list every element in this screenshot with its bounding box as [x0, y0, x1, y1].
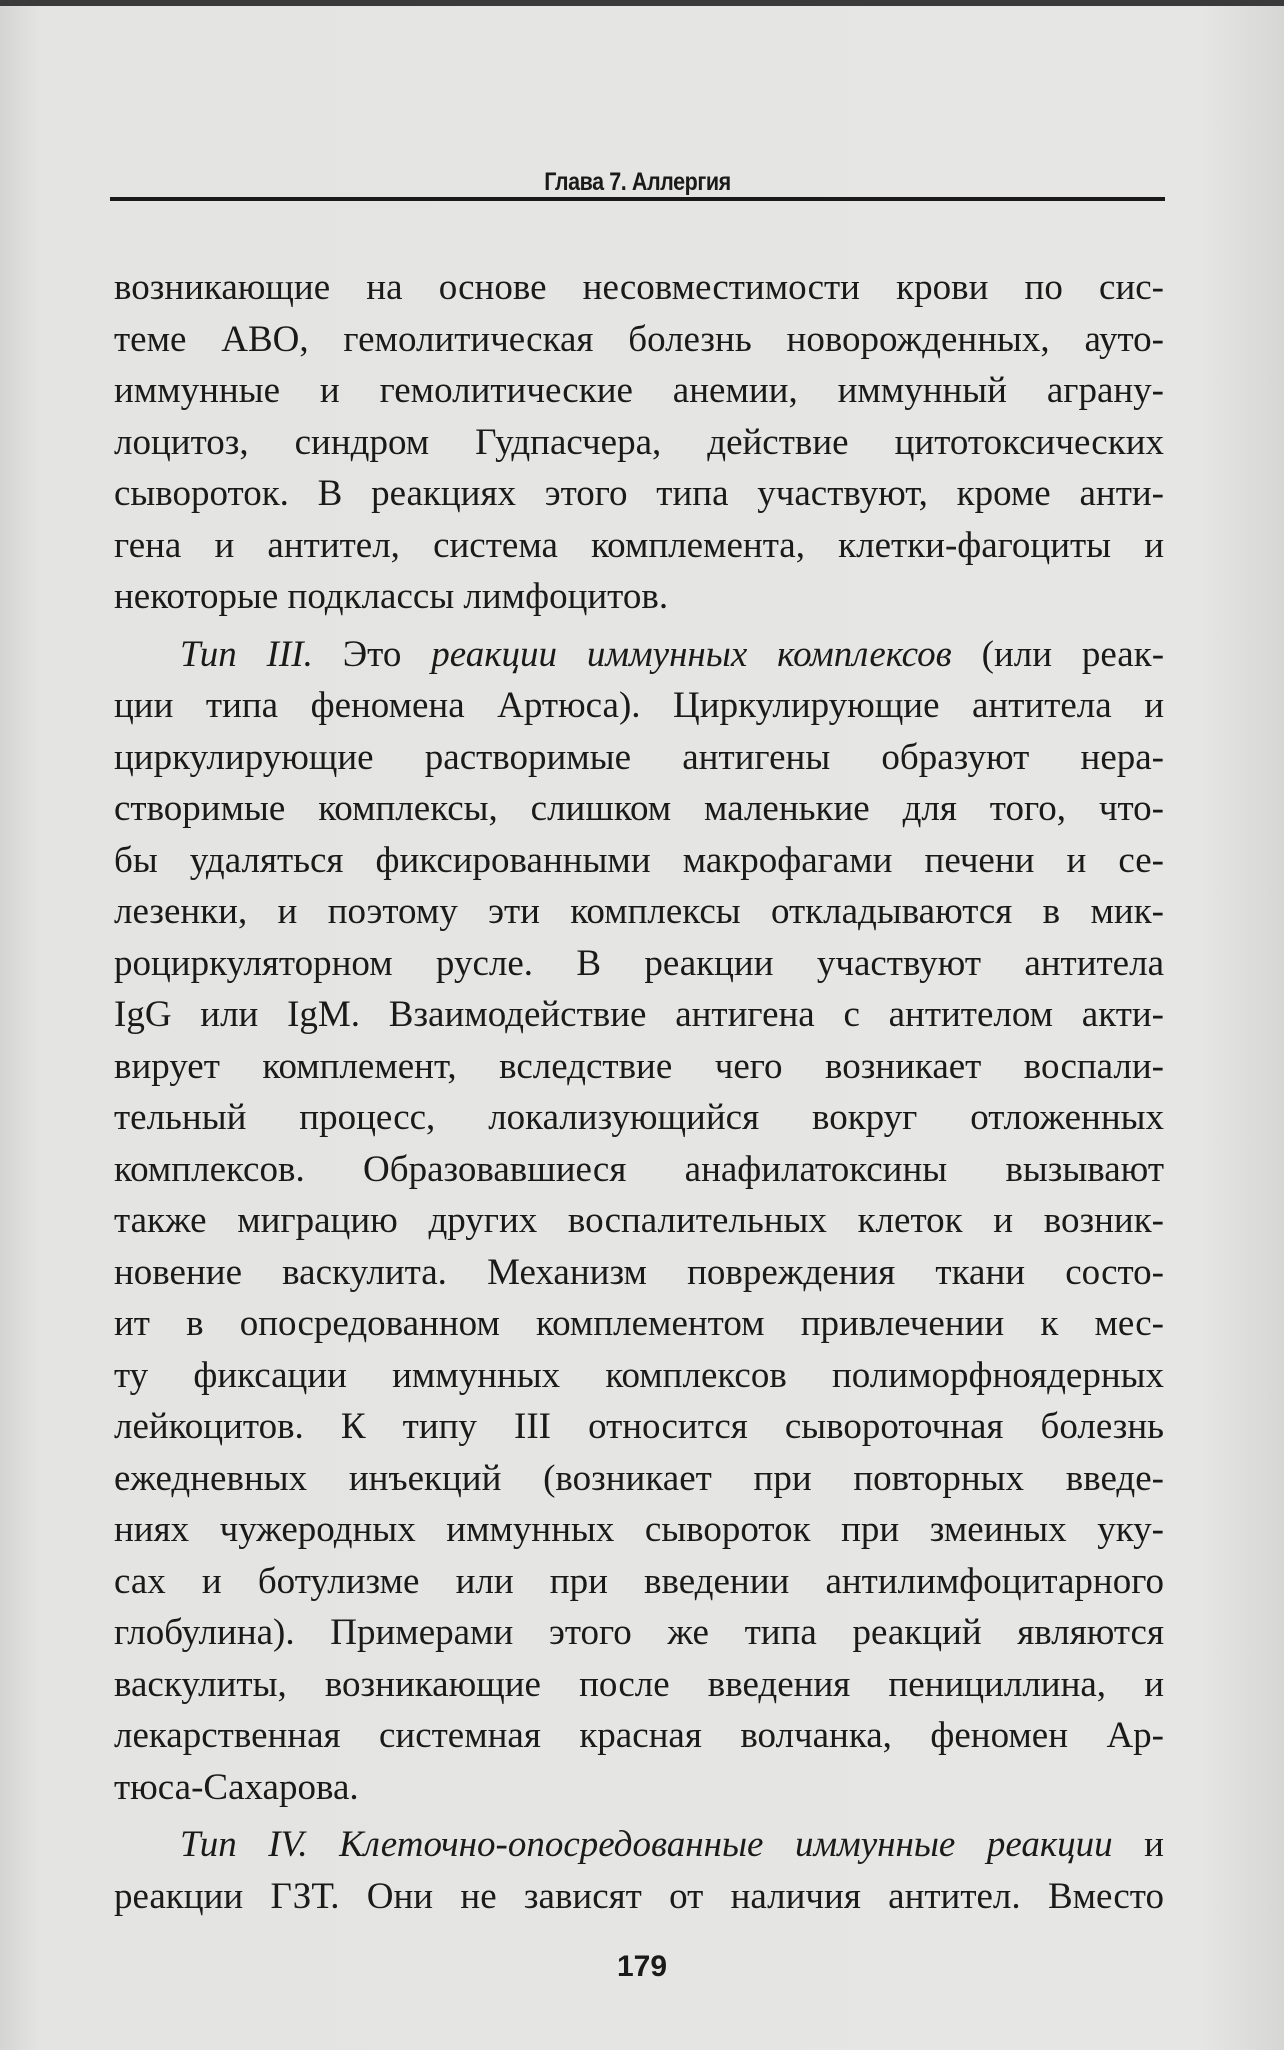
term: Клеточно-опосредованные иммунные реакции: [307, 1824, 1113, 1865]
type-label: Тип III.: [180, 633, 313, 675]
text-run: Это: [312, 633, 432, 675]
text-line: сывороток. В реакциях этого типа участвуют, кроме анти-: [114, 473, 1164, 514]
text-line: [114, 629, 1164, 681]
text-line: лейкоцитов. К типу III относится сывороточная болезнь: [114, 1406, 1164, 1447]
text-line: бы удаляться фиксированными макрофагами печени и се-: [114, 839, 1164, 881]
text-line: створимые комплексы, слишком маленькие для того, что-: [114, 788, 1164, 829]
text-line: глобулина). Примерами этого же типа реакций являются: [114, 1612, 1164, 1653]
text-line: возникающие на основе несовместимости крови по сис-: [114, 267, 1164, 308]
text-line: ежедневных инъекций (возникает при повторных введе-: [114, 1457, 1164, 1499]
text-line: комплексов. Образовавшиеся анафилатоксины вызывают: [114, 1148, 1164, 1190]
text-line: ту фиксации иммунных комплексов полиморфноядерных: [114, 1354, 1164, 1396]
text-line: гена и антител, система комплемента, клетки-фагоциты и: [114, 524, 1164, 566]
text-line: ниях чужеродных иммунных сывороток при змеиных уку-: [114, 1509, 1164, 1550]
term: реакции иммунных комплексов: [431, 633, 952, 675]
text-line: теме ABO, гемолитическая болезнь новорожденных, ауто-: [114, 318, 1164, 360]
text-line: вирует комплемент, вследствие чего возникает воспали-: [114, 1045, 1164, 1087]
text-line: ит в опосредованном комплементом привлечении к мес-: [114, 1303, 1164, 1344]
text-line: иммунные и гемолитические анемии, иммунный аграну-: [114, 370, 1164, 411]
text-line: циркулирующие растворимые антигены образуют нера-: [114, 736, 1164, 778]
text-line: некоторые подклассы лимфоцитов.: [114, 576, 669, 617]
paragraph-2: [114, 629, 1164, 1814]
paragraph-1: [114, 262, 1164, 623]
text-line: также миграцию других воспалительных клеток и возник-: [114, 1200, 1164, 1241]
scan-top-edge: [0, 0, 1284, 6]
page-number: 179: [616, 1950, 668, 1983]
text-line: сах и ботулизме или при введении антилимфоцитарного: [114, 1560, 1164, 1602]
paragraph-3: [114, 1819, 1164, 1922]
text-line: тюса-Сахарова.: [114, 1766, 359, 1808]
text-line: новение васкулита. Механизм повреждения ткани состо-: [114, 1251, 1164, 1293]
header-rule: [110, 197, 1165, 201]
text-line: ции типа феномена Артюса). Циркулирующие антитела и: [114, 685, 1164, 726]
type-label: Тип IV.: [180, 1824, 308, 1865]
text-line: [114, 1819, 1164, 1871]
text-line: лекарственная системная красная волчанка, феномен Ар-: [114, 1715, 1164, 1756]
text-line: роциркуляторном русле. В реакции участвуют антитела: [114, 942, 1164, 984]
text-line: васкулиты, возникающие после введения пенициллина, и: [114, 1663, 1164, 1705]
running-head: Глава 7. Аллергия: [544, 168, 731, 196]
text-run: и: [1112, 1824, 1164, 1865]
text-run: (или реак-: [951, 633, 1165, 675]
text-line: реакции ГЗТ. Они не зависят от наличия антител. Вместо: [114, 1875, 1164, 1917]
text-line: IgG или IgM. Взаимодействие антигена с антителом акти-: [114, 994, 1164, 1035]
text-line: лоцитоз, синдром Гудпасчера, действие цитотоксических: [114, 421, 1164, 463]
text-line: тельный процесс, локализующийся вокруг отложенных: [114, 1097, 1164, 1138]
body-text: [114, 262, 1164, 1922]
text-line: лезенки, и поэтому эти комплексы откладываются в мик-: [114, 891, 1164, 932]
